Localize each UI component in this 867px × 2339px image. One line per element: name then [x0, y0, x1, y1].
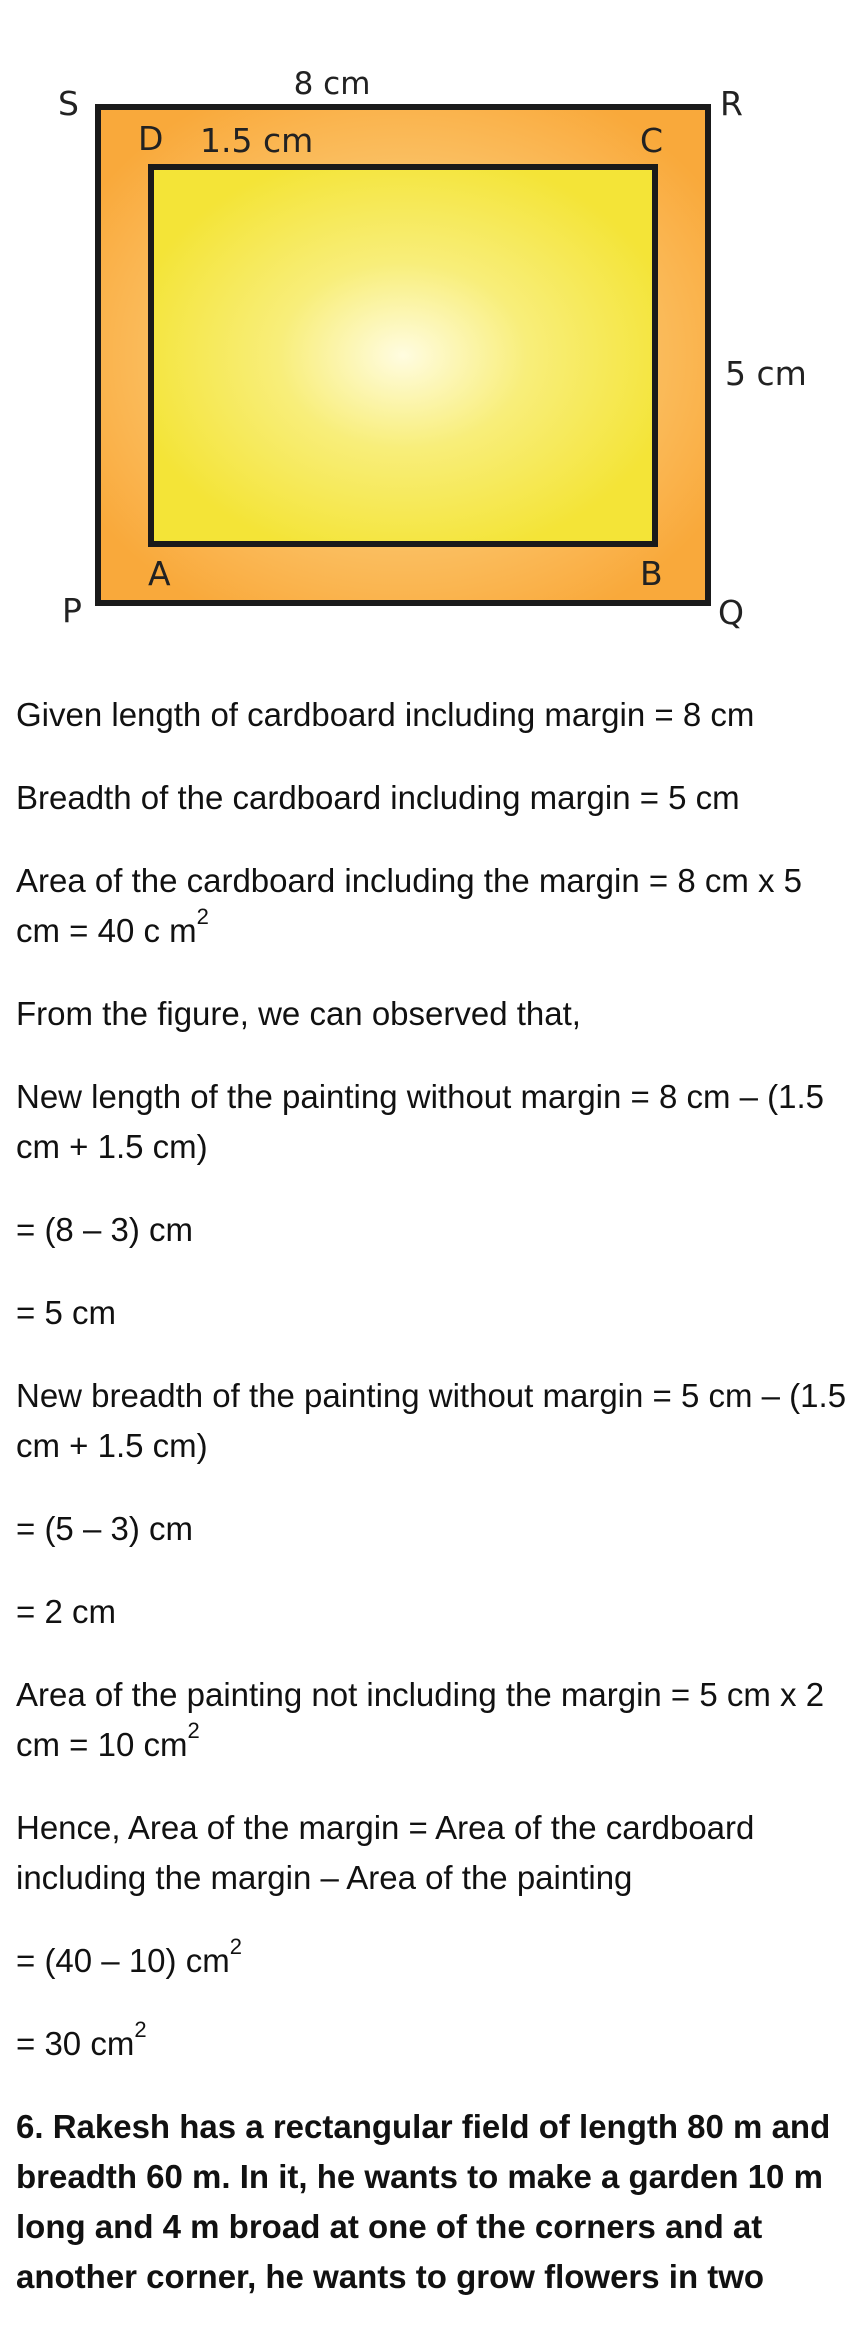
question-line1: 6. Rakesh has a rectangular field of length 80 m and: [16, 2108, 831, 2145]
cardboard-area: [16, 856, 856, 956]
vertex-D: D: [138, 119, 164, 158]
solution-text: [16, 690, 856, 2302]
vertex-A: A: [148, 554, 171, 593]
new-length-line1: New length of the painting without margin = 8 cm – (1.5: [16, 1078, 825, 1115]
question-line2: breadth 60 m. In it, he wants to make a garden 10 m: [16, 2158, 823, 2195]
vertex-P: P: [62, 591, 82, 630]
vertex-B: B: [640, 554, 663, 593]
breadth-result: = 2 cm: [16, 1593, 116, 1630]
label-top-length: 8 cm: [293, 66, 371, 102]
cardboard-area-exponent: 2: [196, 904, 209, 929]
vertex-Q: Q: [718, 593, 744, 632]
new-breadth-line1: New breadth of the painting without margin = 5 cm – (1.5: [16, 1377, 847, 1414]
length-step: = (8 – 3) cm: [16, 1211, 193, 1248]
cardboard-area-line2: cm = 40 c m: [16, 912, 197, 949]
cardboard-figure: [0, 0, 867, 650]
margin-area-step-exponent: 2: [229, 1934, 242, 1959]
new-breadth-line2: cm + 1.5 cm): [16, 1427, 208, 1464]
margin-area-line1: Hence, Area of the margin = Area of the cardboard: [16, 1809, 755, 1846]
margin-area-result-text: = 30 cm: [16, 2025, 135, 2062]
margin-area-line2: including the margin – Area of the painting: [16, 1859, 633, 1896]
length-result: = 5 cm: [16, 1294, 116, 1331]
painting-area-line1: Area of the painting not including the margin = 5 cm x 2: [16, 1676, 825, 1713]
painting-area-line2: cm = 10 cm: [16, 1726, 188, 1763]
vertex-S: S: [58, 84, 79, 123]
cardboard-diagram: [0, 0, 867, 650]
label-margin: 1.5 cm: [200, 121, 314, 160]
inner-painting-rect: [151, 167, 655, 544]
vertex-C: C: [640, 121, 664, 160]
question-line3: long and 4 m broad at one of the corners and at: [16, 2208, 763, 2245]
new-breadth: [16, 1371, 856, 1471]
question-6: [16, 2102, 856, 2302]
painting-area-exponent: 2: [187, 1718, 200, 1743]
margin-area-result: [16, 2019, 856, 2069]
new-length-line2: cm + 1.5 cm): [16, 1128, 208, 1165]
margin-area-step: [16, 1936, 856, 1986]
margin-area-statement: [16, 1803, 856, 1903]
question-line4: another corner, he wants to grow flowers in two: [16, 2258, 765, 2295]
margin-area-step-text: = (40 – 10) cm: [16, 1942, 230, 1979]
breadth-step: = (5 – 3) cm: [16, 1510, 193, 1547]
observation: From the figure, we can observed that,: [16, 995, 581, 1032]
label-right-breadth: 5 cm: [725, 354, 807, 393]
cardboard-area-line1: Area of the cardboard including the margin = 8 cm x 5: [16, 862, 803, 899]
given-length: Given length of cardboard including margin = 8 cm: [16, 696, 755, 733]
painting-area: [16, 1670, 856, 1770]
new-length: [16, 1072, 856, 1172]
margin-area-result-exponent: 2: [134, 2017, 147, 2042]
given-breadth: Breadth of the cardboard including margin = 5 cm: [16, 779, 740, 816]
vertex-R: R: [720, 84, 743, 123]
